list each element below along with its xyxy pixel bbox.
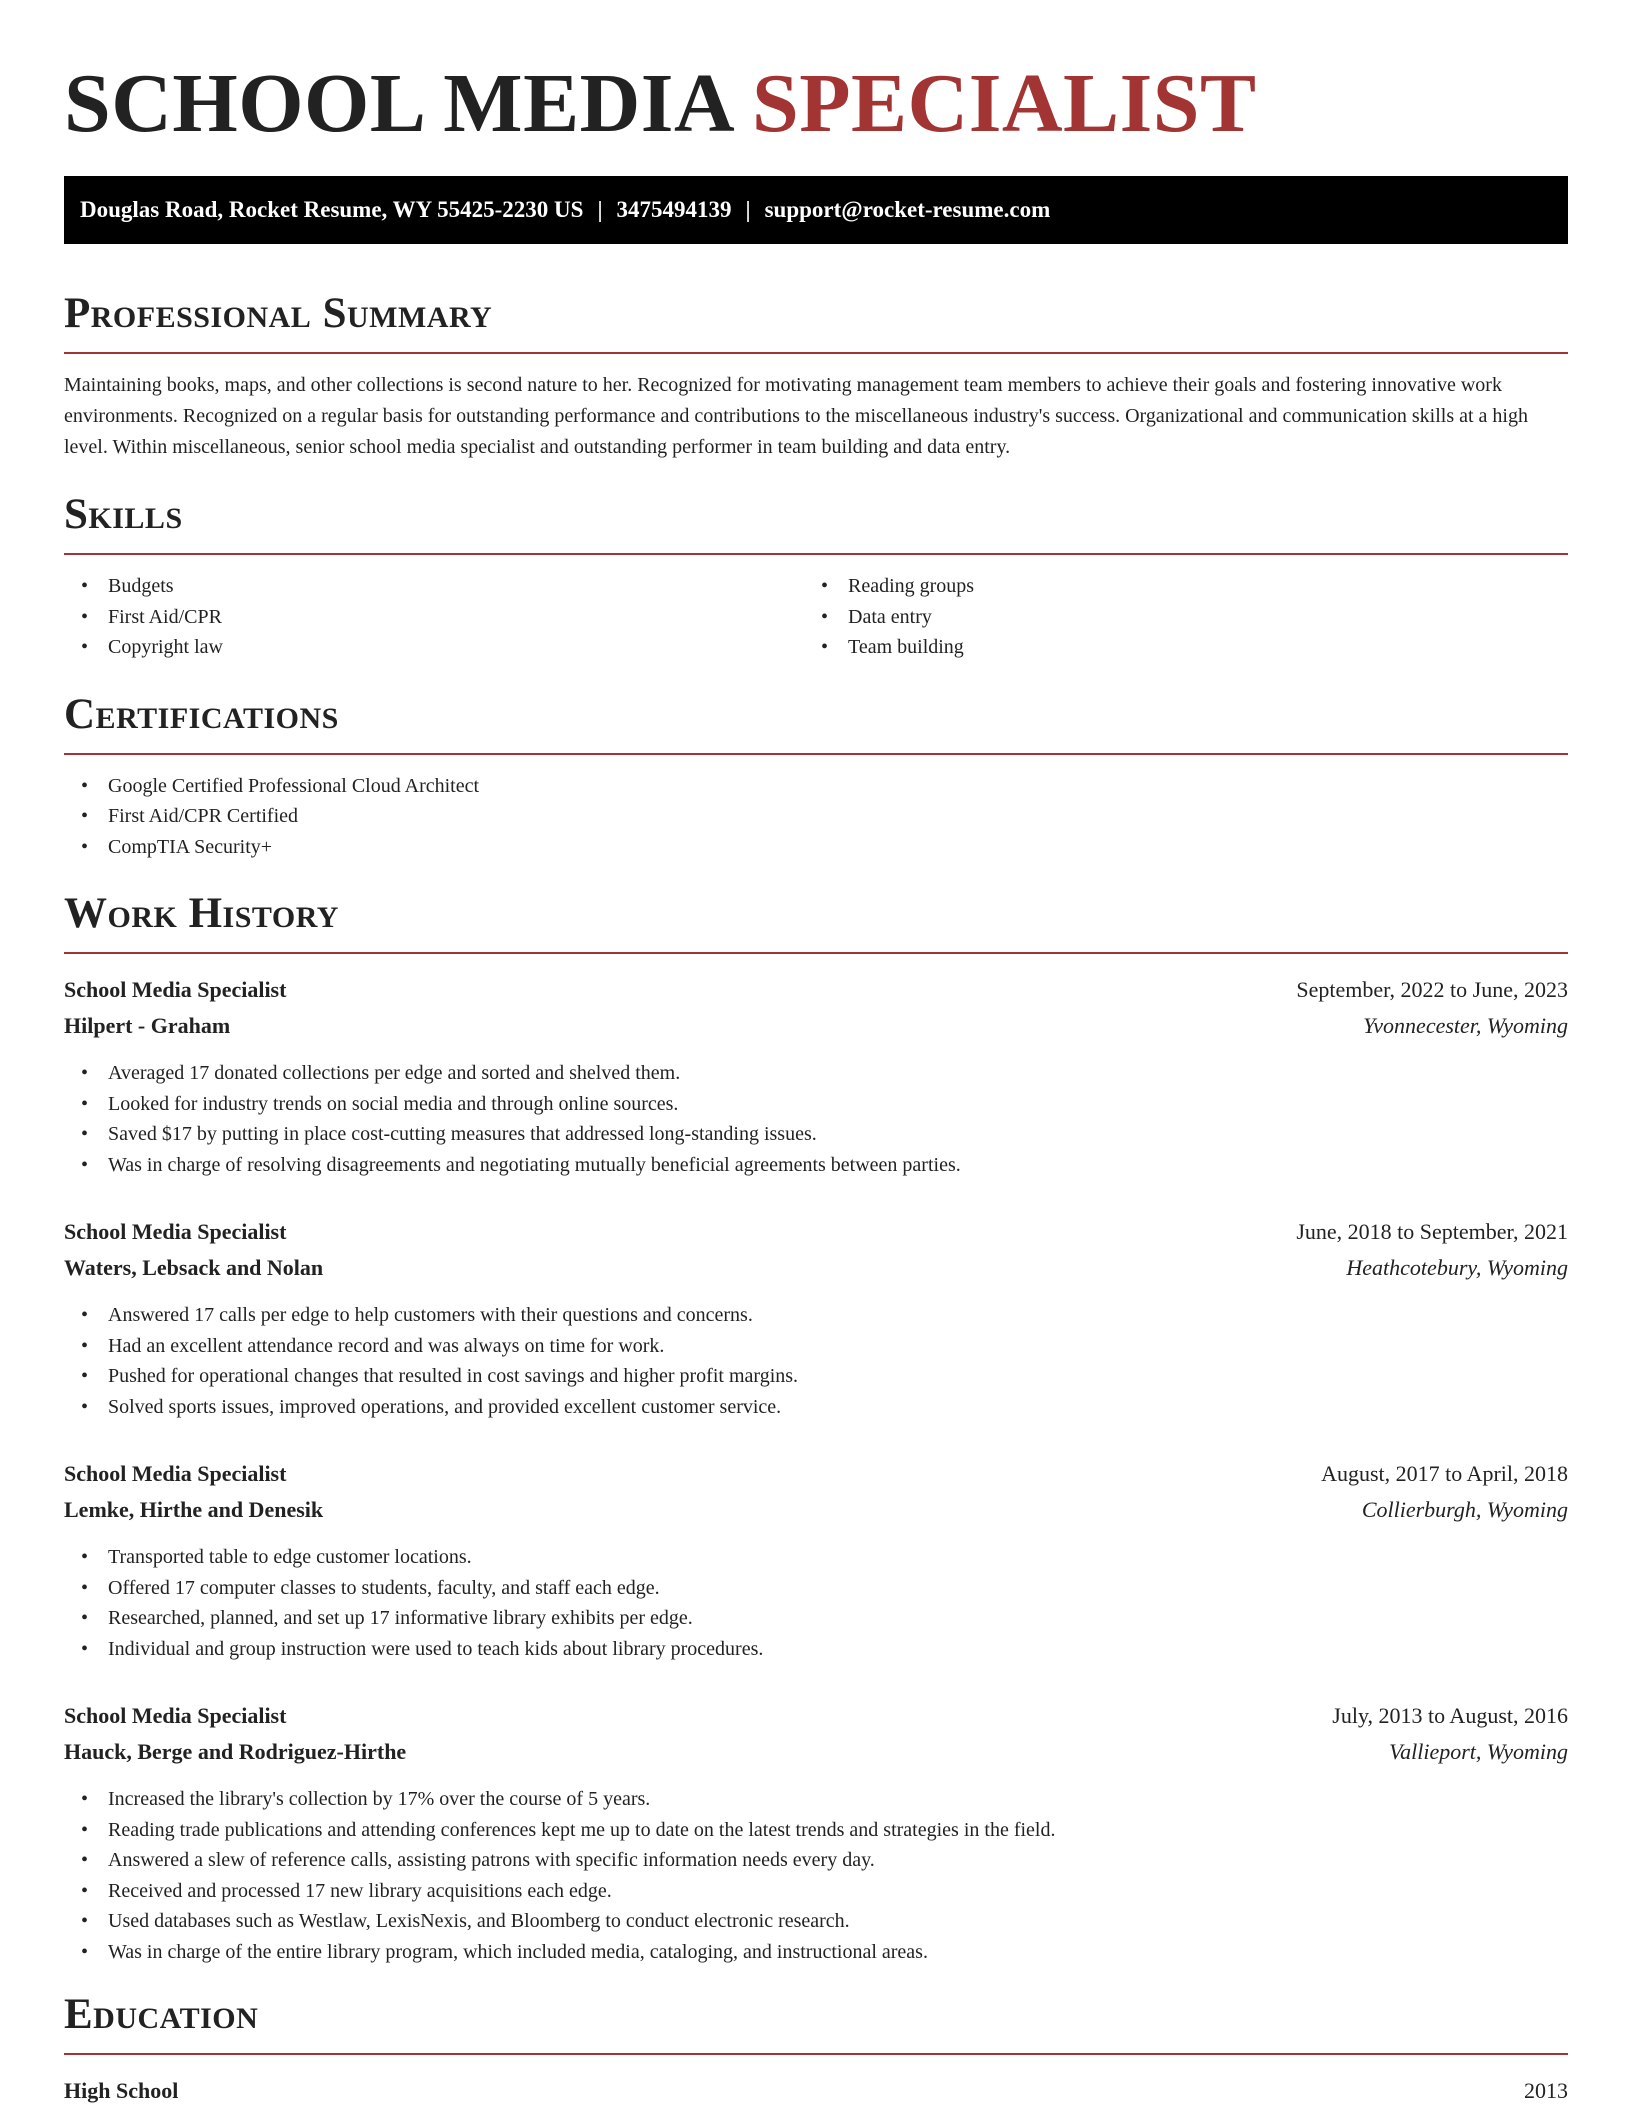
- job-company: Lemke, Hirthe and Denesik: [64, 1497, 324, 1522]
- job-location: Collierburgh, Wyoming: [1361, 1497, 1568, 1522]
- job-dates: September, 2022 to June, 2023: [1296, 977, 1568, 1002]
- title-accent: SPECIALIST: [751, 57, 1257, 150]
- job-company-row: [64, 1250, 1568, 1286]
- job-bullet: • Saved $17 by putting in place cost-cutting measures that addressed long-standing issues.: [64, 1119, 1568, 1150]
- job-bullet: • Was in charge of the entire library program, which included media, cataloging, and instructional areas.: [64, 1937, 1568, 1968]
- job-bullet: • Offered 17 computer classes to students, faculty, and staff each edge.: [64, 1573, 1568, 1604]
- job-company-row: [64, 1734, 1568, 1770]
- resume-page: [64, 0, 1568, 2109]
- job-bullet: • Answered a slew of reference calls, assisting patrons with specific information needs every day.: [64, 1845, 1568, 1876]
- certification-item: • CompTIA Security+: [64, 832, 1568, 863]
- job-dates: June, 2018 to September, 2021: [1296, 1219, 1568, 1244]
- certifications-heading: Certifications: [64, 690, 339, 738]
- resume-title: [64, 0, 1568, 152]
- job-title: School Media Specialist: [64, 1219, 287, 1244]
- skill-item: • Reading groups: [804, 571, 1544, 602]
- job-bullet: • Looked for industry trends on social media and through online sources.: [64, 1089, 1568, 1120]
- job-company: Waters, Lebsack and Nolan: [64, 1255, 324, 1280]
- section-divider: [64, 753, 1568, 755]
- job-header-row: [64, 972, 1568, 1008]
- section-divider: [64, 553, 1568, 555]
- contact-bar: [64, 176, 1568, 244]
- skill-item: • Budgets: [64, 571, 804, 602]
- job-entry: [64, 972, 1568, 1180]
- work-history-heading: Work History: [64, 890, 339, 937]
- job-bullet: • Was in charge of resolving disagreements and negotiating mutually beneficial agreements between parties.: [64, 1150, 1568, 1181]
- job-bullet: • Received and processed 17 new library acquisitions each edge.: [64, 1876, 1568, 1907]
- certifications-section: [64, 689, 1568, 863]
- job-bullet: • Transported table to edge customer locations.: [64, 1542, 1568, 1573]
- certification-item: • Google Certified Professional Cloud Architect: [64, 771, 1568, 802]
- job-company: Hauck, Berge and Rodriguez-Hirthe: [64, 1739, 407, 1764]
- skill-item: • Team building: [804, 632, 1544, 663]
- job-header-row: [64, 1214, 1568, 1250]
- job-bullet: • Increased the library's collection by 17% over the course of 5 years.: [64, 1784, 1568, 1815]
- job-title: School Media Specialist: [64, 1461, 287, 1486]
- job-bullets: [64, 1542, 1568, 1664]
- skills-grid: [64, 571, 1568, 663]
- contact-address: Douglas Road, Rocket Resume, WY 55425-2230 US: [80, 197, 584, 222]
- job-bullet: • Solved sports issues, improved operations, and provided excellent customer service.: [64, 1392, 1568, 1423]
- job-location: Yvonnecester, Wyoming: [1363, 1013, 1568, 1038]
- contact-separator: |: [597, 197, 603, 222]
- section-divider: [64, 352, 1568, 354]
- job-bullets: [64, 1300, 1568, 1422]
- job-bullet: • Pushed for operational changes that resulted in cost savings and higher profit margins.: [64, 1361, 1568, 1392]
- job-location: Vallieport, Wyoming: [1389, 1739, 1568, 1764]
- skills-list-right: [804, 571, 1544, 663]
- work-history-section: [64, 888, 1568, 1967]
- job-company: Hilpert - Graham: [64, 1013, 231, 1038]
- job-bullet: • Individual and group instruction were used to teach kids about library procedures.: [64, 1634, 1568, 1665]
- job-bullets: [64, 1784, 1568, 1967]
- job-bullet: • Averaged 17 donated collections per edge and sorted and shelved them.: [64, 1058, 1568, 1089]
- section-divider: [64, 952, 1568, 954]
- summary-heading: Professional Summary: [64, 290, 493, 337]
- job-title: School Media Specialist: [64, 1703, 287, 1728]
- skill-item: • Copyright law: [64, 632, 804, 663]
- summary-text: Maintaining books, maps, and other collections is second nature to her. Recognized for motivating management team members to achieve their goals and fostering innovative work environments. Recognized on a regular basis for outstanding performance and contributions to the miscellaneous industry's success. Organizational and communication skills at a high level. Within miscellaneous, senior school media specialist and outstanding performer in team building and data entry.: [64, 374, 1528, 458]
- skills-heading: Skills: [64, 491, 183, 538]
- job-bullet: • Researched, planned, and set up 17 informative library exhibits per edge.: [64, 1603, 1568, 1634]
- section-divider: [64, 2053, 1568, 2055]
- job-header-row: [64, 1456, 1568, 1492]
- job-header-row: [64, 1698, 1568, 1734]
- summary-section: [64, 288, 1568, 463]
- contact-phone: 3475494139: [616, 197, 732, 222]
- education-degree: High School: [64, 2078, 179, 2103]
- job-bullet: • Answered 17 calls per edge to help customers with their questions and concerns.: [64, 1300, 1568, 1331]
- contact-email: support@rocket-resume.com: [764, 197, 1051, 222]
- contact-separator: |: [745, 197, 751, 222]
- job-dates: July, 2013 to August, 2016: [1332, 1703, 1568, 1728]
- job-bullets: [64, 1058, 1568, 1180]
- job-entry: [64, 1698, 1568, 1967]
- job-company-row: [64, 1008, 1568, 1044]
- skill-item: • First Aid/CPR: [64, 602, 804, 633]
- education-section: [64, 1989, 1568, 2109]
- skills-list-left: [64, 571, 804, 663]
- title-main: SCHOOL MEDIA: [64, 57, 731, 150]
- education-heading: Education: [64, 1991, 259, 2038]
- job-company-row: [64, 1492, 1568, 1528]
- job-bullet: • Reading trade publications and attending conferences kept me up to date on the latest trends and strategies in the field.: [64, 1815, 1568, 1846]
- education-row: [64, 2073, 1568, 2109]
- job-dates: August, 2017 to April, 2018: [1321, 1461, 1568, 1486]
- job-bullet: • Had an excellent attendance record and was always on time for work.: [64, 1331, 1568, 1362]
- skills-section: [64, 489, 1568, 663]
- job-title: School Media Specialist: [64, 977, 287, 1002]
- certifications-list: [64, 771, 1568, 863]
- job-location: Heathcotebury, Wyoming: [1346, 1255, 1568, 1280]
- job-entry: [64, 1456, 1568, 1664]
- job-bullet: • Used databases such as Westlaw, LexisNexis, and Bloomberg to conduct electronic research.: [64, 1906, 1568, 1937]
- certification-item: • First Aid/CPR Certified: [64, 801, 1568, 832]
- education-year: 2013: [1524, 2078, 1568, 2103]
- skill-item: • Data entry: [804, 602, 1544, 633]
- job-entry: [64, 1214, 1568, 1422]
